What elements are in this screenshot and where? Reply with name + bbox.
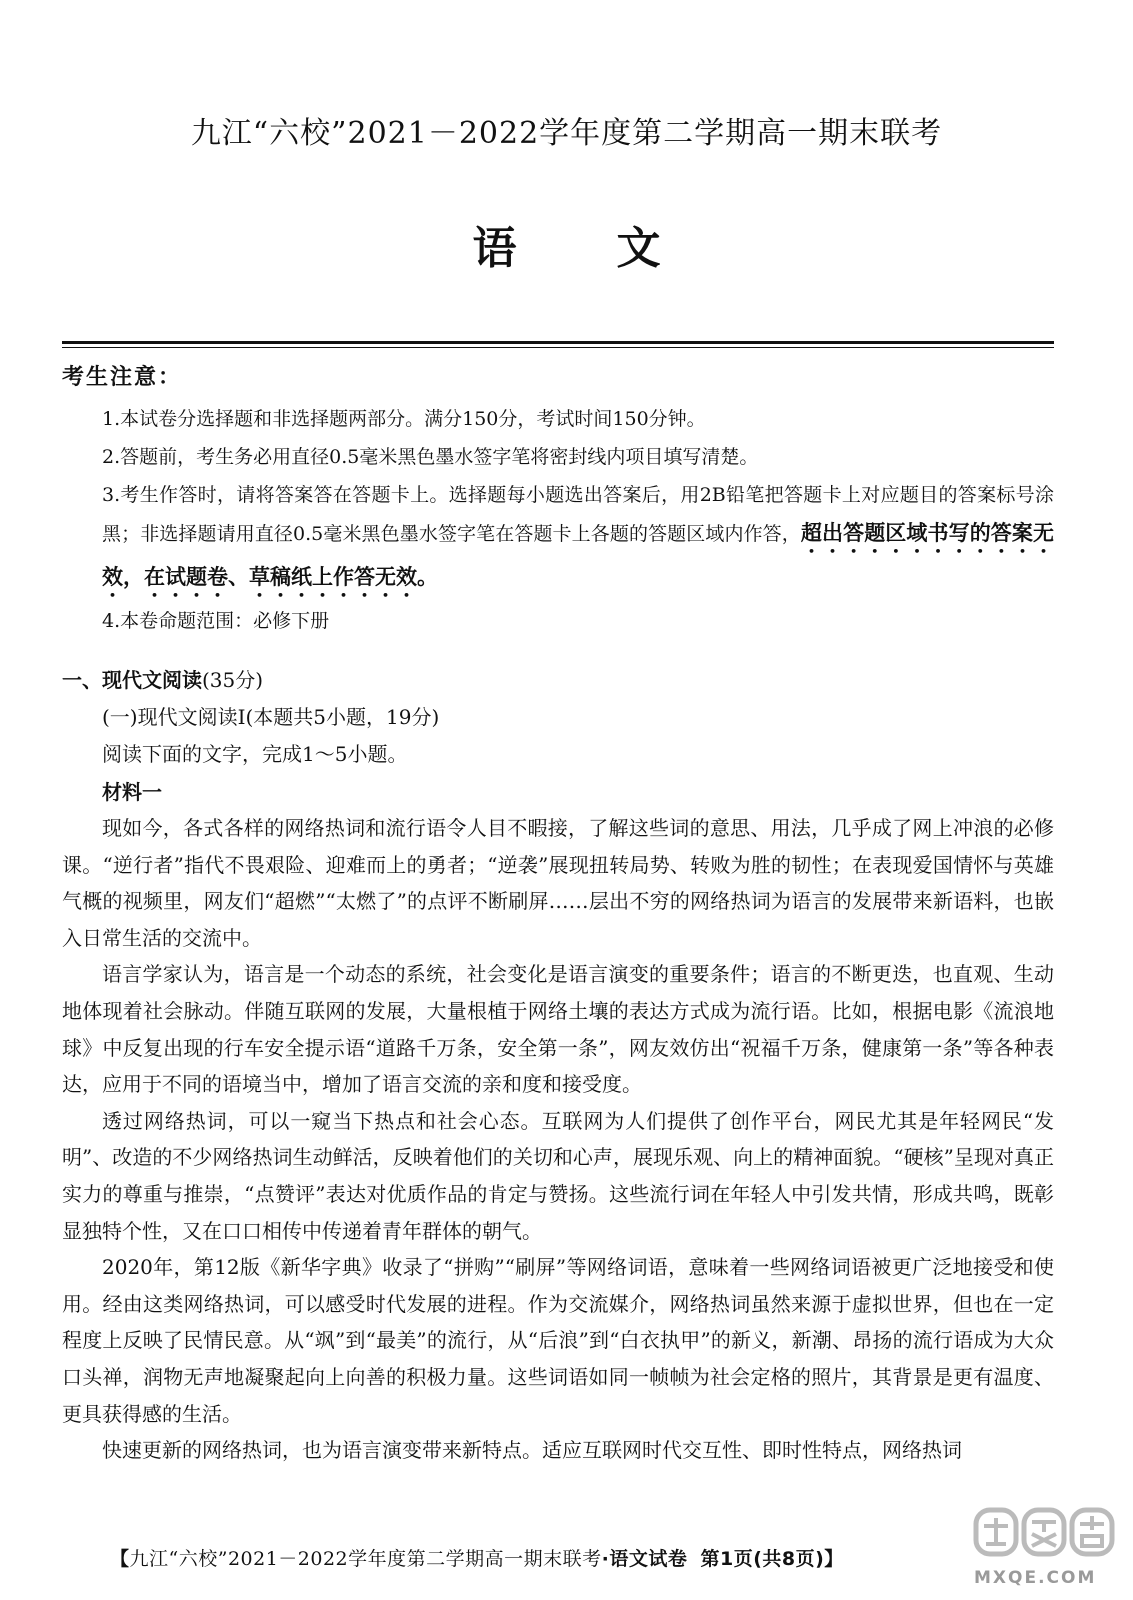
section-heading-text: 一、现代文阅读	[62, 668, 202, 692]
watermark-badge-icon	[970, 1500, 1120, 1570]
exam-title: 九江“六校”2021－2022学年度第二学期高一期末联考	[190, 116, 943, 151]
header-rule-thick	[62, 341, 1054, 344]
notice-item-3-text: 3.考生作答时，请将答案答在答题卡上。选择题每小题选出答案后，用2B铅笔把答题卡上对应题目的答案标号涂黑；非选择题请用直径0.5毫米黑色墨水签字笔在答题卡上各题的答题区域内作答，	[102, 484, 1054, 545]
notice-item-3-emphasis: 超出答题区域书写的答案无效，在试题卷、草稿纸上作答无效。	[102, 521, 1055, 589]
notice-heading: 考生注意：	[62, 365, 183, 390]
notice-item-2: 2.答题前，考生务必用直径0.5毫米黑色墨水签字笔将密封线内项目填写清楚。	[102, 446, 759, 468]
section-subheading: (一)现代文阅读Ⅰ(本题共5小题，19分)	[102, 705, 440, 729]
notice-item-3	[102, 476, 1054, 602]
subject-char-2: 文	[616, 223, 661, 274]
passage-paragraph-2: 语言学家认为，语言是一个动态的系统，社会变化是语言演变的重要条件；语言的不断更迭，也直观、生动地体现着社会脉动。伴随互联网的发展，大量根植于网络土壤的表达方式成为流行语。比如，根据电影《流浪地球》中反复出现的行车安全提示语“道路千万条，安全第一条”，网友效仿出“祝福千万条，健康第一条”等各种表达，应用于不同的语境当中，增加了语言交流的亲和度和接受度。	[62, 962, 1054, 1097]
footer-paper-name: 语文试卷	[609, 1548, 688, 1570]
notice-item-1: 1.本试卷分选择题和非选择题两部分。满分150分，考试时间150分钟。	[102, 408, 706, 430]
material-label: 材料一	[102, 780, 162, 804]
page-footer	[110, 1544, 990, 1571]
header-rule-thin	[62, 347, 1054, 348]
section-heading	[62, 664, 263, 693]
section-instruction: 阅读下面的文字，完成1～5小题。	[102, 742, 408, 766]
footer-bracket-close: 】	[824, 1548, 844, 1570]
passage-paragraph-5: 快速更新的网络热词，也为语言演变带来新特点。适应互联网时代交互性、即时性特点，网络热词	[102, 1438, 962, 1463]
footer-exam-name: 九江“六校”2021－2022学年度第二学期高一期末联考	[129, 1548, 602, 1570]
notice-list	[102, 400, 1054, 640]
footer-bracket-open: 【	[110, 1548, 130, 1570]
subject-char-1: 语	[472, 223, 517, 274]
watermark-text: MXQE.COM	[974, 1568, 1097, 1588]
passage-paragraph-1: 现如今，各式各样的网络热词和流行语令人目不暇接，了解这些词的意思、用法，几乎成了网上冲浪的必修课。“逆行者”指代不畏艰险、迎难而上的勇者；“逆袭”展现扭转局势、转败为胜的韧性；在表现爱国情怀与英雄气概的视频里，网友们“超燃”“太燃了”的点评不断刷屏……层出不穷的网络热词为语言的发展带来新语料，也嵌入日常生活的交流中。	[62, 816, 1054, 950]
passage-paragraph-3: 透过网络热词，可以一窥当下热点和社会心态。互联网为人们提供了创作平台，网民尤其是年轻网民“发明”、改造的不少网络热词生动鲜活，反映着他们的关切和心声，展现乐观、向上的精神面貌。“硬核”呈现对真正实力的尊重与推崇，“点赞评”表达对优质作品的肯定与赞扬。这些流行词在年轻人中引发共情，形成共鸣，既彰显独特个性，又在口口相传中传递着青年群体的朝气。	[62, 1108, 1054, 1243]
section-score: (35分)	[202, 668, 264, 692]
watermark-logo	[970, 1500, 1120, 1592]
footer-separator: ·	[601, 1548, 610, 1570]
footer-page-info: 第1页(共8页)	[700, 1548, 825, 1570]
subject-title	[0, 212, 1133, 276]
reading-passage	[62, 810, 1054, 1469]
passage-paragraph-4: 2020年，第12版《新华字典》收录了“拼购”“刷屏”等网络词语，意味着一些网络词语被更广泛地接受和使用。经由这类网络热词，可以感受时代发展的进程。作为交流媒介，网络热词虽然来源于虚拟世界，但也在一定程度上反映了民情民意。从“飒”到“最美”的流行，从“后浪”到“白衣执甲”的新义，新潮、昂扬的流行语成为大众口头禅，润物无声地凝聚起向上向善的积极力量。这些词语如同一帧帧为社会定格的照片，其背景是更有温度、更具获得感的生活。	[62, 1255, 1054, 1426]
notice-item-4: 4.本卷命题范围：必修下册	[102, 610, 330, 632]
